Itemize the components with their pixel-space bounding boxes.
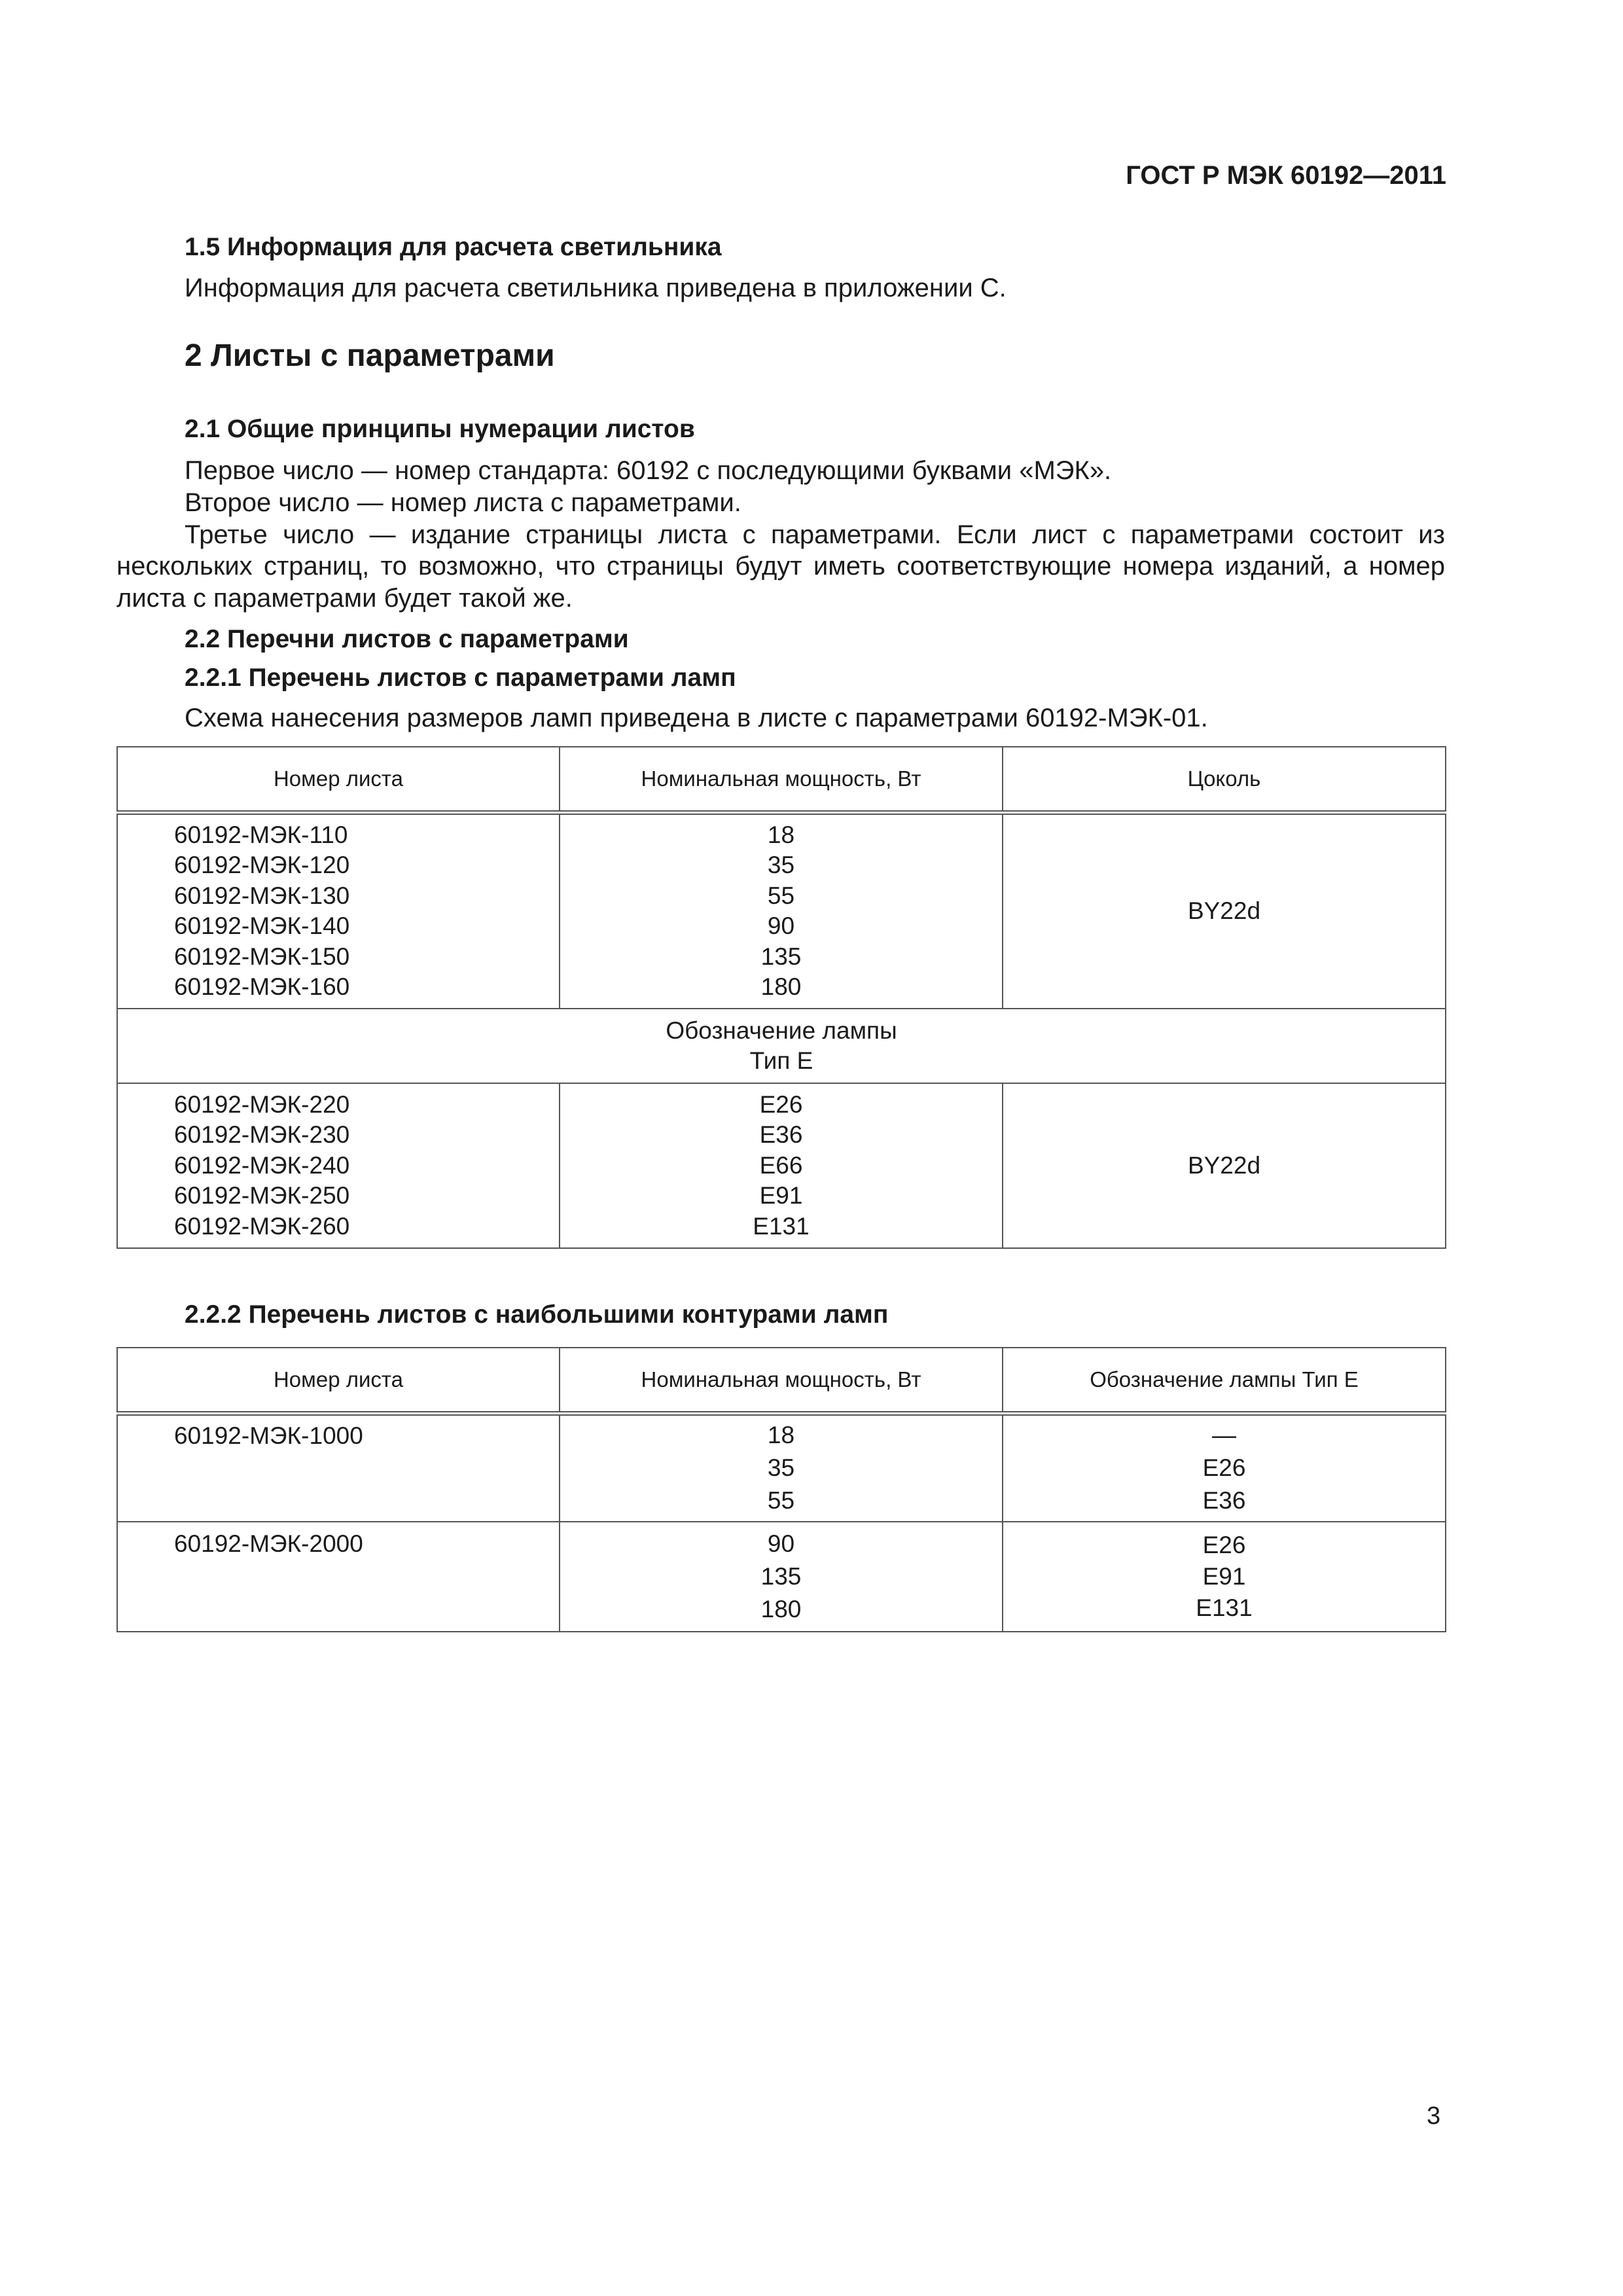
column-header-sheet-number: Номер листа	[117, 1348, 560, 1413]
numbering-line-3a: Третье число — издание страницы листа с параметрами. Если лист с параметрами состоит из	[185, 520, 1445, 549]
sheet-number: 60192-МЭК-260	[174, 1212, 350, 1240]
base-cell: BY22d	[1003, 1083, 1446, 1248]
table-row	[117, 1522, 1446, 1632]
sheet-number-cell: 60192-МЭК-2000	[117, 1522, 560, 1632]
power-value: 35	[767, 1454, 795, 1482]
section-1-5-text: Информация для расчета светильника приведена в приложении С.	[185, 274, 1007, 302]
lamp-designation-separator	[117, 1009, 1446, 1083]
sheet-number: 60192-МЭК-240	[174, 1151, 350, 1179]
column-header-sheet-number: Номер листа	[117, 747, 560, 812]
lamp-type-value: Е91	[759, 1182, 803, 1210]
sheet-number: 60192-МЭК-120	[174, 852, 350, 879]
sheet-number: 60192-МЭК-110	[174, 821, 348, 848]
page-number: 3	[1427, 2102, 1441, 2130]
numbering-line-3c: листа с параметрами будет такой же.	[116, 584, 573, 613]
table-row	[117, 812, 1446, 1009]
sheet-number: 60192-МЭК-150	[174, 942, 350, 970]
table-row	[117, 1413, 1446, 1522]
section-2-2-2-heading: 2.2.2 Перечень листов с наибольшими контурами ламп	[185, 1300, 889, 1329]
lamp-type-value: Е91	[1202, 1563, 1246, 1590]
lamp-sheets-table	[116, 746, 1446, 1249]
sheet-number-cell: 60192-МЭК-1000	[117, 1413, 560, 1522]
lamp-type-value: Е36	[1202, 1487, 1246, 1515]
power-value: 135	[760, 1563, 802, 1590]
largest-contours-table	[116, 1347, 1446, 1632]
power-values-cell	[560, 1413, 1003, 1522]
lamp-type-value: Е26	[759, 1090, 803, 1118]
column-header-power: Номинальная мощность, Вт	[560, 1348, 1003, 1413]
base-cell: BY22d	[1003, 812, 1446, 1009]
numbering-line-2: Второе число — номер листа с параметрами.	[185, 488, 741, 517]
column-header-lamp-type: Обозначение лампы Тип Е	[1003, 1348, 1446, 1413]
lamp-type-value: Е131	[753, 1212, 810, 1240]
table-separator-row	[117, 1009, 1446, 1083]
section-2-2-heading: 2.2 Перечни листов с параметрами	[185, 625, 629, 653]
section-2-1-heading: 2.1 Общие принципы нумерации листов	[185, 415, 695, 443]
standard-designation: ГОСТ Р МЭК 60192—2011	[1126, 161, 1446, 190]
sheet-number: 60192-МЭК-160	[174, 973, 350, 1001]
sheet-numbers-cell	[117, 812, 560, 1009]
section-1-5-heading: 1.5 Информация для расчета светильника	[185, 233, 722, 261]
lamp-type-values-cell	[1003, 1413, 1446, 1522]
separator-line-2: Тип Е	[749, 1047, 813, 1074]
power-value: 180	[760, 973, 802, 1001]
section-2-heading: 2 Листы с параметрами	[185, 338, 555, 373]
table-header-row	[117, 1348, 1446, 1413]
section-2-2-1-heading: 2.2.1 Перечень листов с параметрами ламп	[185, 664, 736, 692]
power-value: 35	[767, 852, 795, 879]
power-value: 55	[767, 882, 795, 909]
power-value: 180	[760, 1596, 802, 1623]
lamp-type-value: —	[1212, 1422, 1236, 1449]
power-value: 90	[767, 1530, 795, 1557]
lamp-type-value: Е36	[759, 1121, 803, 1149]
power-value: 18	[767, 821, 795, 848]
table-row	[117, 1083, 1446, 1248]
numbering-line-1: Первое число — номер стандарта: 60192 с последующими буквами «МЭК».	[185, 456, 1112, 485]
sheet-number: 60192-МЭК-140	[174, 912, 350, 940]
lamp-type-value: Е26	[1202, 1532, 1246, 1558]
power-values-cell	[560, 812, 1003, 1009]
sheet-number: 60192-МЭК-220	[174, 1090, 350, 1118]
numbering-line-3b: нескольких страниц, то возможно, что страницы будут иметь соответствующие номера изданий, а номер	[116, 552, 1445, 581]
lamp-type-value: Е131	[1196, 1594, 1253, 1621]
power-value: 55	[767, 1487, 795, 1515]
column-header-base: Цоколь	[1003, 747, 1446, 812]
lamp-type-values-cell	[1003, 1522, 1446, 1632]
sheet-number: 60192-МЭК-130	[174, 882, 350, 909]
section-2-2-1-text: Схема нанесения размеров ламп приведена в листе с параметрами 60192-МЭК-01.	[185, 704, 1208, 732]
sheet-numbers-cell	[117, 1083, 560, 1248]
power-values-cell	[560, 1522, 1003, 1632]
lamp-type-value: Е66	[759, 1151, 803, 1179]
power-value: 18	[767, 1422, 795, 1449]
sheet-number: 60192-МЭК-230	[174, 1121, 350, 1149]
table-header-row	[117, 747, 1446, 812]
power-value: 90	[767, 912, 795, 940]
power-value: 135	[760, 942, 802, 970]
separator-line-1: Обозначение лампы	[666, 1016, 897, 1044]
sheet-number: 60192-МЭК-250	[174, 1182, 350, 1210]
column-header-power: Номинальная мощность, Вт	[560, 747, 1003, 812]
lamp-type-value: Е26	[1202, 1454, 1246, 1482]
lamp-type-values-cell	[560, 1083, 1003, 1248]
